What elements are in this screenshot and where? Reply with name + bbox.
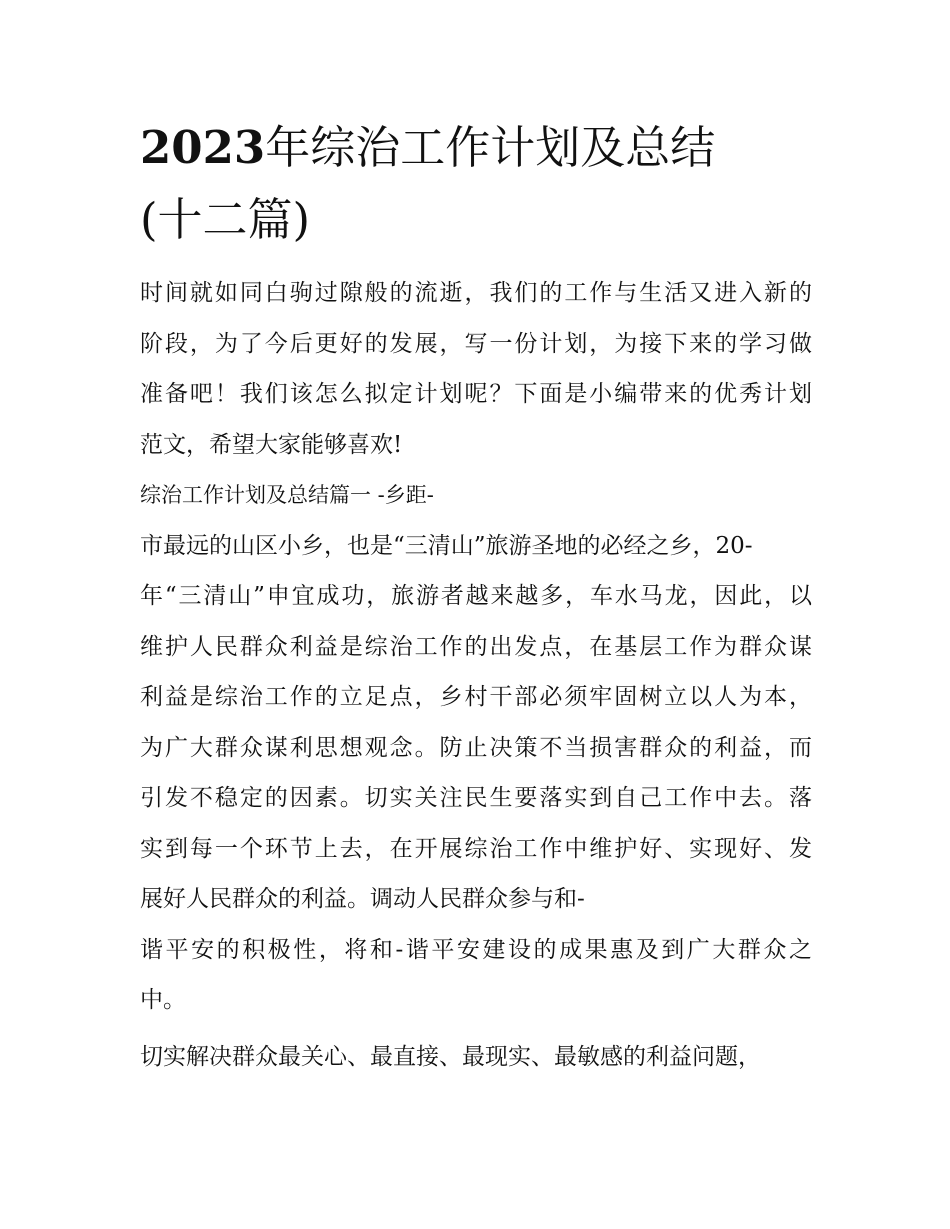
intro-line: 时间就如同白驹过隙般的流逝，我们的工作与生活又进入新的 xyxy=(140,280,812,306)
body-line: 市最远的山区小乡，也是“三清山”旅游圣地的必经之乡，20- xyxy=(140,532,753,559)
document-content xyxy=(140,112,812,1082)
title-year: 2023 xyxy=(140,121,266,174)
closing-line: 切实解决群众最关心、最直接、最现实、最敏感的利益问题， xyxy=(140,1043,761,1070)
document-body xyxy=(140,268,812,1082)
body-line: 引发不稳定的因素。切实关注民生要落实到自己工作中去。落 xyxy=(140,785,812,811)
body-line: 维护人民群众利益是综治工作的出发点，在基层工作为群众谋 xyxy=(140,633,812,660)
body-line: 为广大群众谋利思想观念。防止决策不当损害群众的利益，而 xyxy=(140,734,812,761)
title-line-1: 2023年综治工作计划及总结 xyxy=(140,121,716,174)
body-line: 中。 xyxy=(140,987,186,1013)
body-line: 谐平安的积极性，将和-谐平安建设的成果惠及到广大群众之 xyxy=(140,936,812,963)
intro-line: 准备吧！我们该怎么拟定计划呢？下面是小编带来的优秀计划 xyxy=(140,381,812,407)
body-line: 利益是综治工作的立足点，乡村干部必须牢固树立以人为本， xyxy=(140,684,812,710)
title-line-2: (十二篇) xyxy=(140,193,311,246)
body-line: 年“三清山”申宜成功，旅游者越来越多，车水马龙，因此，以 xyxy=(140,583,812,609)
intro-line: 范文，希望大家能够喜欢! xyxy=(140,431,403,458)
body-line: 实到每一个环节上去，在开展综治工作中维护好、实现好、发 xyxy=(140,835,812,862)
body-line: 展好人民群众的利益。调动人民群众参与和- xyxy=(140,886,585,912)
intro-line: 阶段，为了今后更好的发展，写一份计划，为接下来的学习做 xyxy=(140,330,812,357)
section-heading: 综治工作计划及总结篇一 -乡距- xyxy=(140,483,434,507)
document-title xyxy=(140,112,812,256)
